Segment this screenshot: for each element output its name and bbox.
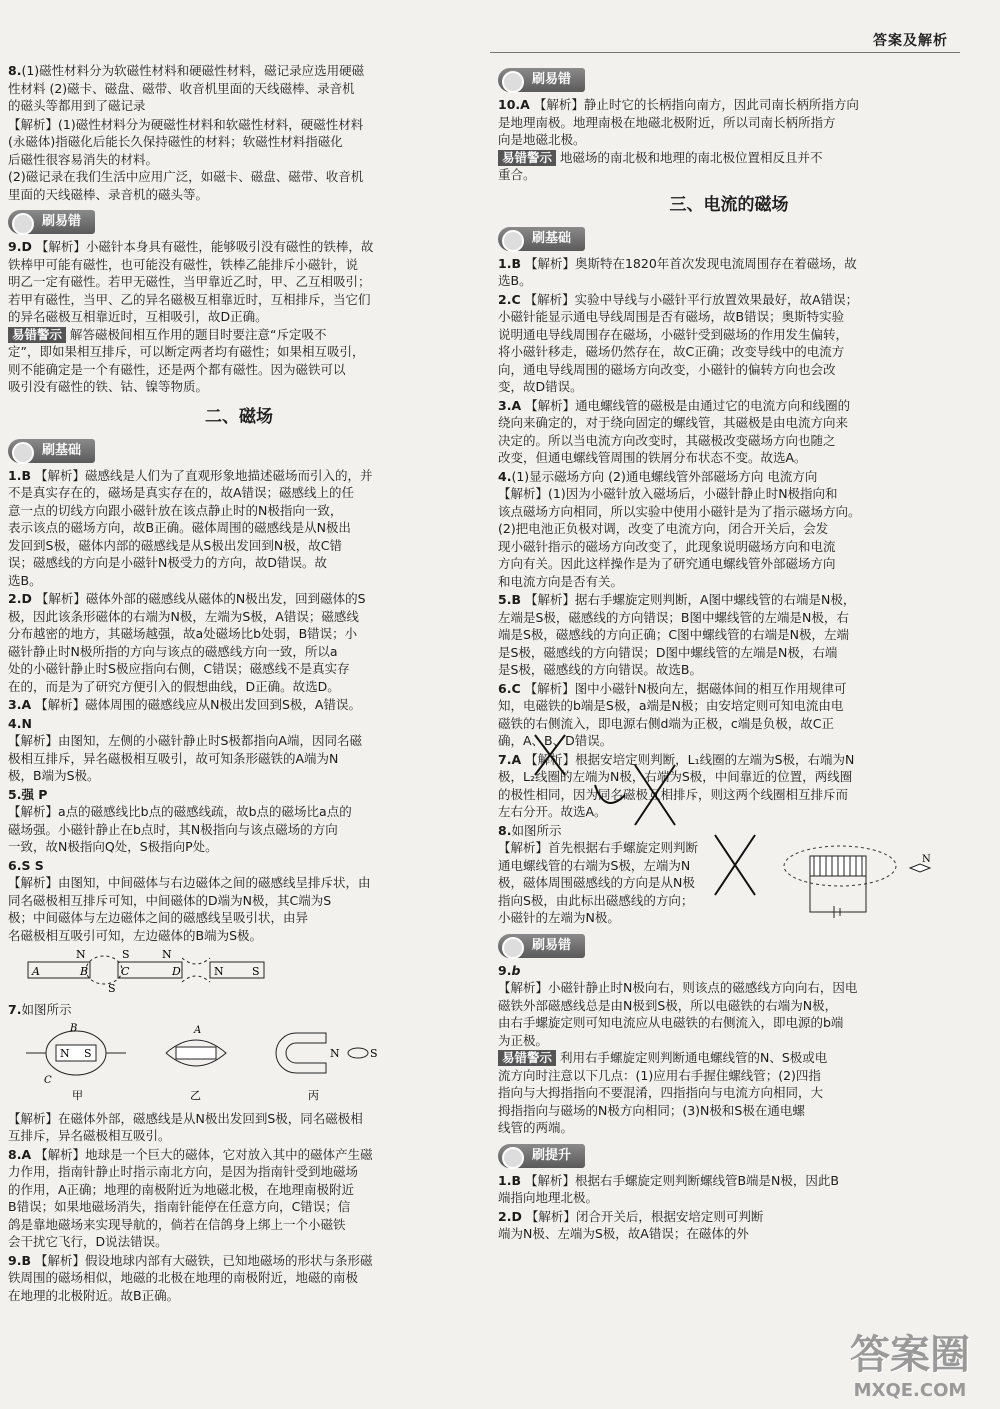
badge-shua-yi-cuo: 刷易错 xyxy=(8,210,95,234)
badge-shua-ji-chu: 刷基础 xyxy=(8,439,95,463)
badge-icon xyxy=(12,442,34,464)
figure-jia xyxy=(26,1023,126,1102)
svg-text:甲: 甲 xyxy=(72,1088,83,1102)
improve-question-2: 2.D 【解析】闭合开关后，根据安培定则可判断 端为N极、左端为S极，故A错误；在磁体的外 xyxy=(498,1208,764,1241)
svg-text:N: N xyxy=(330,1046,340,1060)
svg-text:A: A xyxy=(32,965,40,978)
badge-icon xyxy=(502,71,524,93)
svg-text:N: N xyxy=(162,948,172,961)
header-rule xyxy=(490,52,960,53)
handwritten-scribble xyxy=(515,725,775,905)
badge-shua-ji-chu: 刷基础 xyxy=(498,227,585,251)
right-column xyxy=(498,62,960,1244)
svg-text:S: S xyxy=(122,948,130,961)
section-title-current-magnetic-field: 三、电流的磁场 xyxy=(669,194,789,215)
question-9: 9.D 【解析】小磁针本身具有磁性，能够吸引没有磁性的铁棒，故 铁棒甲可能有磁性，也可能没有磁性，铁棒乙能排斥小磁针，说 明乙一定有磁性。若甲无磁性，当甲靠近乙时，甲、乙互相吸引； 若甲有磁性，当甲、乙的异名磁极互相靠近时，互相排斥，当它们 的异名磁极互相靠近时，互相吸引，故D正确。 易错警示 解答磁极间相互作用的题目时要注意“斥定吸不 定”，即如果相互排斥，可以断定两者均有磁性；如果相互吸引， 则不能确定是一个有磁性，还是两个都有磁性。因为磁铁可以 吸引没有磁性的铁、钴、镍等物质。 xyxy=(8,239,374,394)
current-question-4: 4.(1)显示磁场方向 (2)通电螺线管外部磁场方向 电流方向 【解析】(1)因为小磁针放入磁场后，小磁针静止时N极指向和 该点磁场方向相同，所以实验中使用小磁针是为了指示磁场方向。 (2)把电池正负极对调，改变了电流方向，闭合开关后，会发 现小磁针指示的磁场方向改变了，此现象说明磁场方向和电流 方向有关。因此这样操作是为了研究通电螺线管外部磁场方向 和电流方向是否有关。 xyxy=(498,468,861,589)
question-10: 10.A 【解析】静止时它的长柄指向南方，因此司南长柄所指方向 是地理南极。地理南极在地磁北极附近，所以司南长柄所指方 向是地磁北极。 易错警示 地磁场的南北极和地理的南北极位置相反且并不 重合。 xyxy=(498,97,859,182)
svg-text:S: S xyxy=(370,1046,378,1060)
svg-text:N: N xyxy=(214,965,224,978)
field-question-5: 5.强 P 【解析】a点的磁感线比b点的磁感线疏，故b点的磁场比a点的 磁场强。小磁针静止在b点时，其N极指向与该点磁场的方向 一致，故N极指向Q处，S极指向P处。 xyxy=(8,786,352,854)
badge-icon xyxy=(502,1147,524,1169)
field-question-4: 4.N 【解析】由图知，左侧的小磁针静止时S极都指向A端，因同名磁 极相互排斥，异名磁极相互吸引，故可知条形磁铁的A端为N 极，B端为S极。 xyxy=(8,715,362,783)
figure-yi xyxy=(166,1025,226,1102)
section-title-magnetic-field: 二、磁场 xyxy=(205,406,273,427)
svg-text:B: B xyxy=(70,1022,78,1034)
svg-text:B: B xyxy=(80,965,89,978)
badge-shua-yi-cuo: 刷易错 xyxy=(498,68,585,92)
page-header: 答案及解析 xyxy=(873,33,948,49)
svg-text:N: N xyxy=(60,1046,70,1060)
current-question-5: 5.B 【解析】据右手螺旋定则判断，A图中螺线管的右端是N极， 左端是S极，磁感线的方向错误；B图中螺线管的左端是N极，右 端是S极，磁感线的方向正确；C图中螺线管的右端是N极，左端 是S极，磁感线的方向错误；D图中螺线管的左端是N极，右端 是S极，磁感线的方向错误。故选B。 xyxy=(498,592,856,677)
field-question-8: 8.A 【解析】地球是一个巨大的磁体，它对放入其中的磁体产生磁 力作用，指南针静止时指示南北方向，是因为指南针受到地磁场 的作用，A正确；地理的南极附近为地磁北极，在地理南极附近 B错误；如果地磁场消失，指南针能停在任意方向，C错误；信 鸽是靠地磁场来实现导航的，倘若在信鸽身上绑上一个小磁铁 会干扰它飞行，D说法错误。 xyxy=(8,1146,373,1249)
badge-shua-ti-sheng: 刷提升 xyxy=(498,1144,585,1168)
badge-shua-yi-cuo: 刷易错 xyxy=(498,934,585,958)
svg-text:丙: 丙 xyxy=(308,1088,319,1102)
badge-icon xyxy=(12,213,34,235)
svg-text:C: C xyxy=(44,1074,52,1086)
question-8-explanation: 【解析】(1)磁性材料分为硬磁性材料和软磁性材料，硬磁性材料 (永磁体)指磁化后能长久保持磁性的材料；软磁性材料指磁化 后磁性很容易消失的材料。 (2)磁记录在我们生活中应用广泛，如磁卡、磁盘、磁带、收音机 里面的天线磁棒、录音机的磁头等。 xyxy=(8,116,364,202)
current-question-7: 7.A 【解析】根据安培定则判断，L₁线圈的左端为S极，右端为N 极，L₂线圈的左端为N极，右端为S极，中间靠近的位置，两线圈 的极性相同，因为同名磁极互相排斥，则这两个线圈相互排斥而 左右分开。故选A。 xyxy=(498,751,855,819)
svg-text:C: C xyxy=(121,965,130,978)
field-question-7: 7.如图所示 xyxy=(8,1002,72,1017)
current-question-1: 1.B 【解析】奥斯特在1820年首次发现电流周围存在着磁场，故 选B。 xyxy=(498,255,857,288)
field-question-9: 9.B 【解析】假设地球内部有大磁铁，已知地磁场的形状与条形磁 铁周围的磁场相似，地磁的北极在地理的南极附近，地磁的南极 在地理的北极附近。故B正确。 xyxy=(8,1252,373,1303)
field-question-6: 6.S S 【解析】由图知，中间磁体与右边磁体之间的磁感线呈排斥状，由 同名磁极相互排斥可知，中间磁体的D端为N极，其C端为S 极；中间磁体与左边磁体之间的磁感线呈吸引状，由异 名磁极相互吸引可知，左边磁体的B端为S极。 xyxy=(8,857,371,943)
svg-text:A: A xyxy=(194,1024,202,1036)
figure-bing xyxy=(276,1033,378,1102)
current-question-2: 2.C 【解析】实验中导线与小磁针平行放置效果最好，故A错误； 小磁针能显示通电导线周围是否有磁场，故B错误；奥斯特实验 说明通电导线周围存在磁场，小磁针受到磁场的作用发生偏转， 将小磁针移走，磁场仍然存在，故C正确；改变导线中的电流方 向，通电导线周围的磁场方向改变，小磁针的偏转方向也会改 变，故D错误。 xyxy=(498,291,859,394)
badge-icon xyxy=(502,937,524,959)
svg-text:N: N xyxy=(76,948,86,961)
current-question-6: 6.C 【解析】图中小磁针N极向左，据磁体间的相互作用规律可 知，电磁铁的b端是S极，a端是N极；由安培定则可知电流由电 磁铁的右侧流入，即电源右侧d端为正极，c端是负极，故C正 确，A、B、D错误。 xyxy=(498,680,847,748)
svg-text:S: S xyxy=(84,1046,92,1060)
improve-question-1: 1.B 【解析】根据右手螺旋定则判断螺线管B端是N极，因此B 端指向地理北极。 xyxy=(498,1172,839,1205)
field-question-3: 3.A 【解析】磁体周围的磁感线应从N极出发回到S极，A错误。 xyxy=(8,697,361,712)
svg-text:S: S xyxy=(108,982,116,994)
current-question-3: 3.A 【解析】通电螺线管的磁极是由通过它的电流方向和线圈的 绕向来确定的，对于绕向固定的螺线管，其磁极是由电流方向来 决定的。所以当电流方向改变时，其磁极改变磁场方向也随之 改变，但通电螺线管周围的铁屑分布状态不变。故选A。 xyxy=(498,397,851,465)
svg-text:S: S xyxy=(252,965,260,978)
error-tip-label: 易错警示 xyxy=(8,327,66,343)
current-question-8: 8.如图所示 【解析】首先根据右手螺旋定则判断 通电螺线管的右端为S极，左端为N 极，磁体周围磁感线的方向是从N极 指向S极，由此标出磁感线的方向； 小磁针的左端为N极。 N xyxy=(498,822,960,927)
svg-text:D: D xyxy=(172,965,181,978)
field-question-1: 1.B 【解析】磁感线是人们为了直观形象地描述磁场而引入的，并 不是真实存在的，磁场是真实存在的，故A错误；磁感线上的任 意一点的切线方向跟小磁针放在该点静止时的N极指向一致， 表示该点的磁场方向，故B正确。磁体周围的磁感线是从N极出 发回到S极，磁体内部的磁感线是从S极出发回到N极，故C错 误；磁感线的方向是小磁针N极受力的方向，故D错误。故 选B。 xyxy=(8,467,373,588)
current-question-9: 9.b 【解析】小磁针静止时N极向右，则该点的磁感线方向向右，因电 磁铁外部磁感线总是由N极到S极，所以电磁铁的右端为N极， 由右手螺旋定则可知电流应从电磁铁的右侧流入，即电源的b端 为正极。 易错警示 利用右手螺旋定则判断通电螺线管的N、S极或电 流方向时注意以下几点：(1)应用右手握住螺线管；(2)四指 指向与大拇指指向不要混淆，四指指向与电流方向相同，大 拇指指向与磁场的N极方向相同；(3)N极和S极在通电螺 线管的两端。 xyxy=(498,962,858,1135)
figure-solenoid xyxy=(780,836,960,926)
figure-three-magnets xyxy=(26,948,470,997)
svg-text:N: N xyxy=(922,853,931,865)
watermark-logo: 答案圈 MXQE.COM xyxy=(850,1332,970,1401)
field-question-2: 2.D 【解析】磁体外部的磁感线从磁体的N极出发，回到磁体的S 极，因此该条形磁体的右端为N极，左端为S极，A错误；磁感线 分布越密的地方，其磁场越强，故a处磁场比b处弱，B错误；小 磁针静止时N极所指的方向与该点的磁感线方向一致，所以a 处的小磁针静止时S极应指向右侧，C错误；磁感线不是真实存 在的，而是为了研究方便引入的假想曲线，D正确。故选D。 xyxy=(8,591,366,694)
field-question-7-explanation: 【解析】在磁体外部，磁感线是从N极出发回到S极，同名磁极相 互排斥，异名磁极相互吸引。 xyxy=(8,1110,363,1143)
question-8-answer: 8.(1)磁性材料分为软磁性材料和硬磁性材料，磁记录应选用硬磁 性材料 (2)磁卡、磁盘、磁带、收音机里面的天线磁棒、录音机 的磁头等都用到了磁记录 xyxy=(8,63,365,113)
figure-magnet-diagrams xyxy=(26,1023,470,1106)
error-tip-label: 易错警示 xyxy=(498,150,556,166)
error-tip-label: 易错警示 xyxy=(498,1050,556,1066)
svg-text:乙: 乙 xyxy=(190,1088,201,1102)
badge-icon xyxy=(502,230,524,252)
left-column xyxy=(8,62,470,1305)
